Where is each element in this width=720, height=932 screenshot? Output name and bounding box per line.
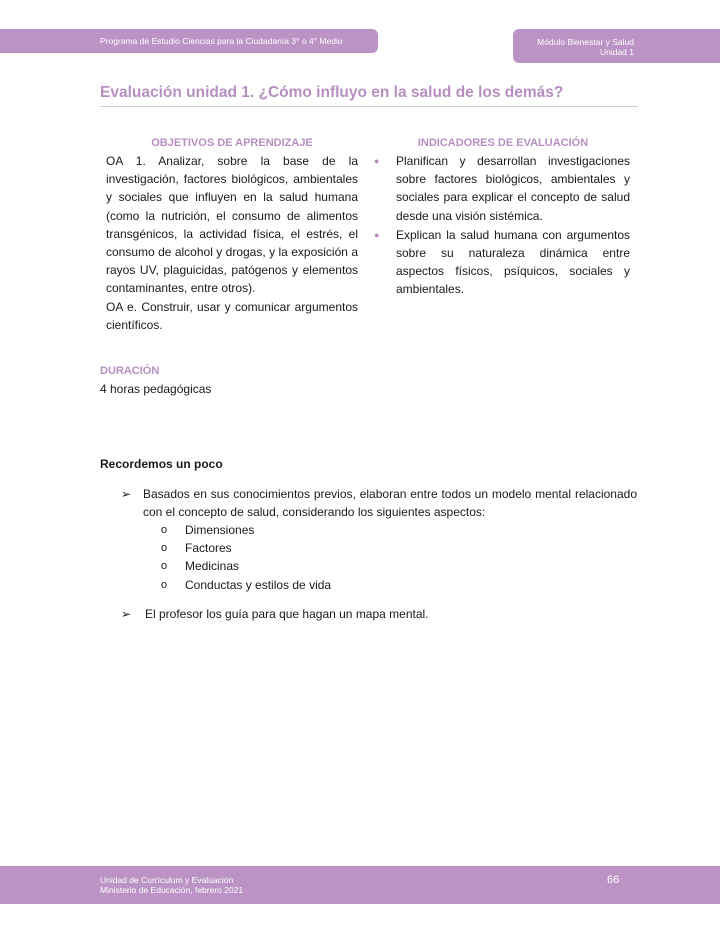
footer-banner	[0, 866, 720, 904]
objectives-heading: OBJETIVOS DE APRENDIZAJE	[151, 137, 313, 149]
objective-oae: OA e. Construir, usar y comunicar argumentos científicos.	[106, 299, 358, 332]
arrow-bullet-icon: ➢	[121, 607, 132, 621]
arrow-bullet-icon: ➢	[121, 487, 132, 501]
recall-heading: Recordemos un poco	[100, 457, 223, 471]
circle-bullet-icon: o	[161, 560, 168, 573]
recall-item: ➢ El profesor los guía para que hagan un mapa mental.	[121, 605, 637, 623]
aspect-item: o Medicinas	[161, 557, 331, 575]
aspect-item: o Factores	[161, 539, 331, 557]
footer-line1: Unidad de Currículum y Evaluación	[100, 875, 234, 885]
program-title: Programa de Estudio Ciencias para la Ciudadanía 3° o 4° Medio	[100, 36, 343, 46]
circle-bullet-icon: o	[161, 524, 168, 536]
title-divider	[100, 106, 638, 107]
recall-item: ➢ Basados en sus conocimientos previos, elaboran entre todos un modelo mental relacionado con el concepto de salud, considerando los siguientes aspectos:	[121, 487, 637, 520]
circle-bullet-icon: o	[161, 542, 168, 555]
aspect-item: o Dimensiones	[161, 521, 331, 539]
aspect-item: o Conductas y estilos de vida	[161, 576, 331, 594]
objectives-text	[106, 152, 358, 334]
bullet-icon: ●	[374, 229, 380, 240]
circle-bullet-icon: o	[161, 578, 168, 591]
duration-heading: DURACIÓN	[100, 365, 160, 377]
indicator-item: ● Explican la salud humana con argumentos sobre su naturaleza dinámica entre aspectos físicos, psíquicos, sociales y ambientales.	[374, 227, 630, 297]
bullet-icon: ●	[374, 156, 380, 166]
page-number: 66	[607, 874, 620, 886]
indicators-heading: INDICADORES DE EVALUACIÓN	[417, 137, 589, 149]
footer-line2: Ministerio de Educación, febrero 2021	[100, 885, 244, 895]
header-program-banner	[0, 29, 378, 53]
module-title: Módulo Bienestar y Salud	[537, 37, 634, 47]
indicator-item: ● Planifican y desarrollan investigaciones sobre factores biológicos, ambientales y sociales para explicar el concepto de salud desde una visión sistémica.	[374, 154, 630, 223]
objective-oa1: OA 1. Analizar, sobre la base de la investigación, factores biológicos, ambientales y sociales que influyen en la salud humana (como la nutrición, el consumo de alimentos transgénicos, la actividad física, el estrés, el consumo de alcohol y drogas, y la exposición a rayos UV, plaguicidas, patógenos y elementos contaminantes, entre otros).	[106, 154, 358, 296]
unit-label: Unidad 1	[599, 47, 634, 57]
footer-credits	[100, 875, 243, 895]
indicators-list	[374, 152, 630, 300]
duration-value: 4 horas pedagógicas	[100, 382, 212, 396]
aspects-list	[161, 521, 331, 594]
page-title: Evaluación unidad 1. ¿Cómo influyo en la salud de los demás?	[100, 84, 564, 101]
header-module-banner	[513, 29, 720, 63]
